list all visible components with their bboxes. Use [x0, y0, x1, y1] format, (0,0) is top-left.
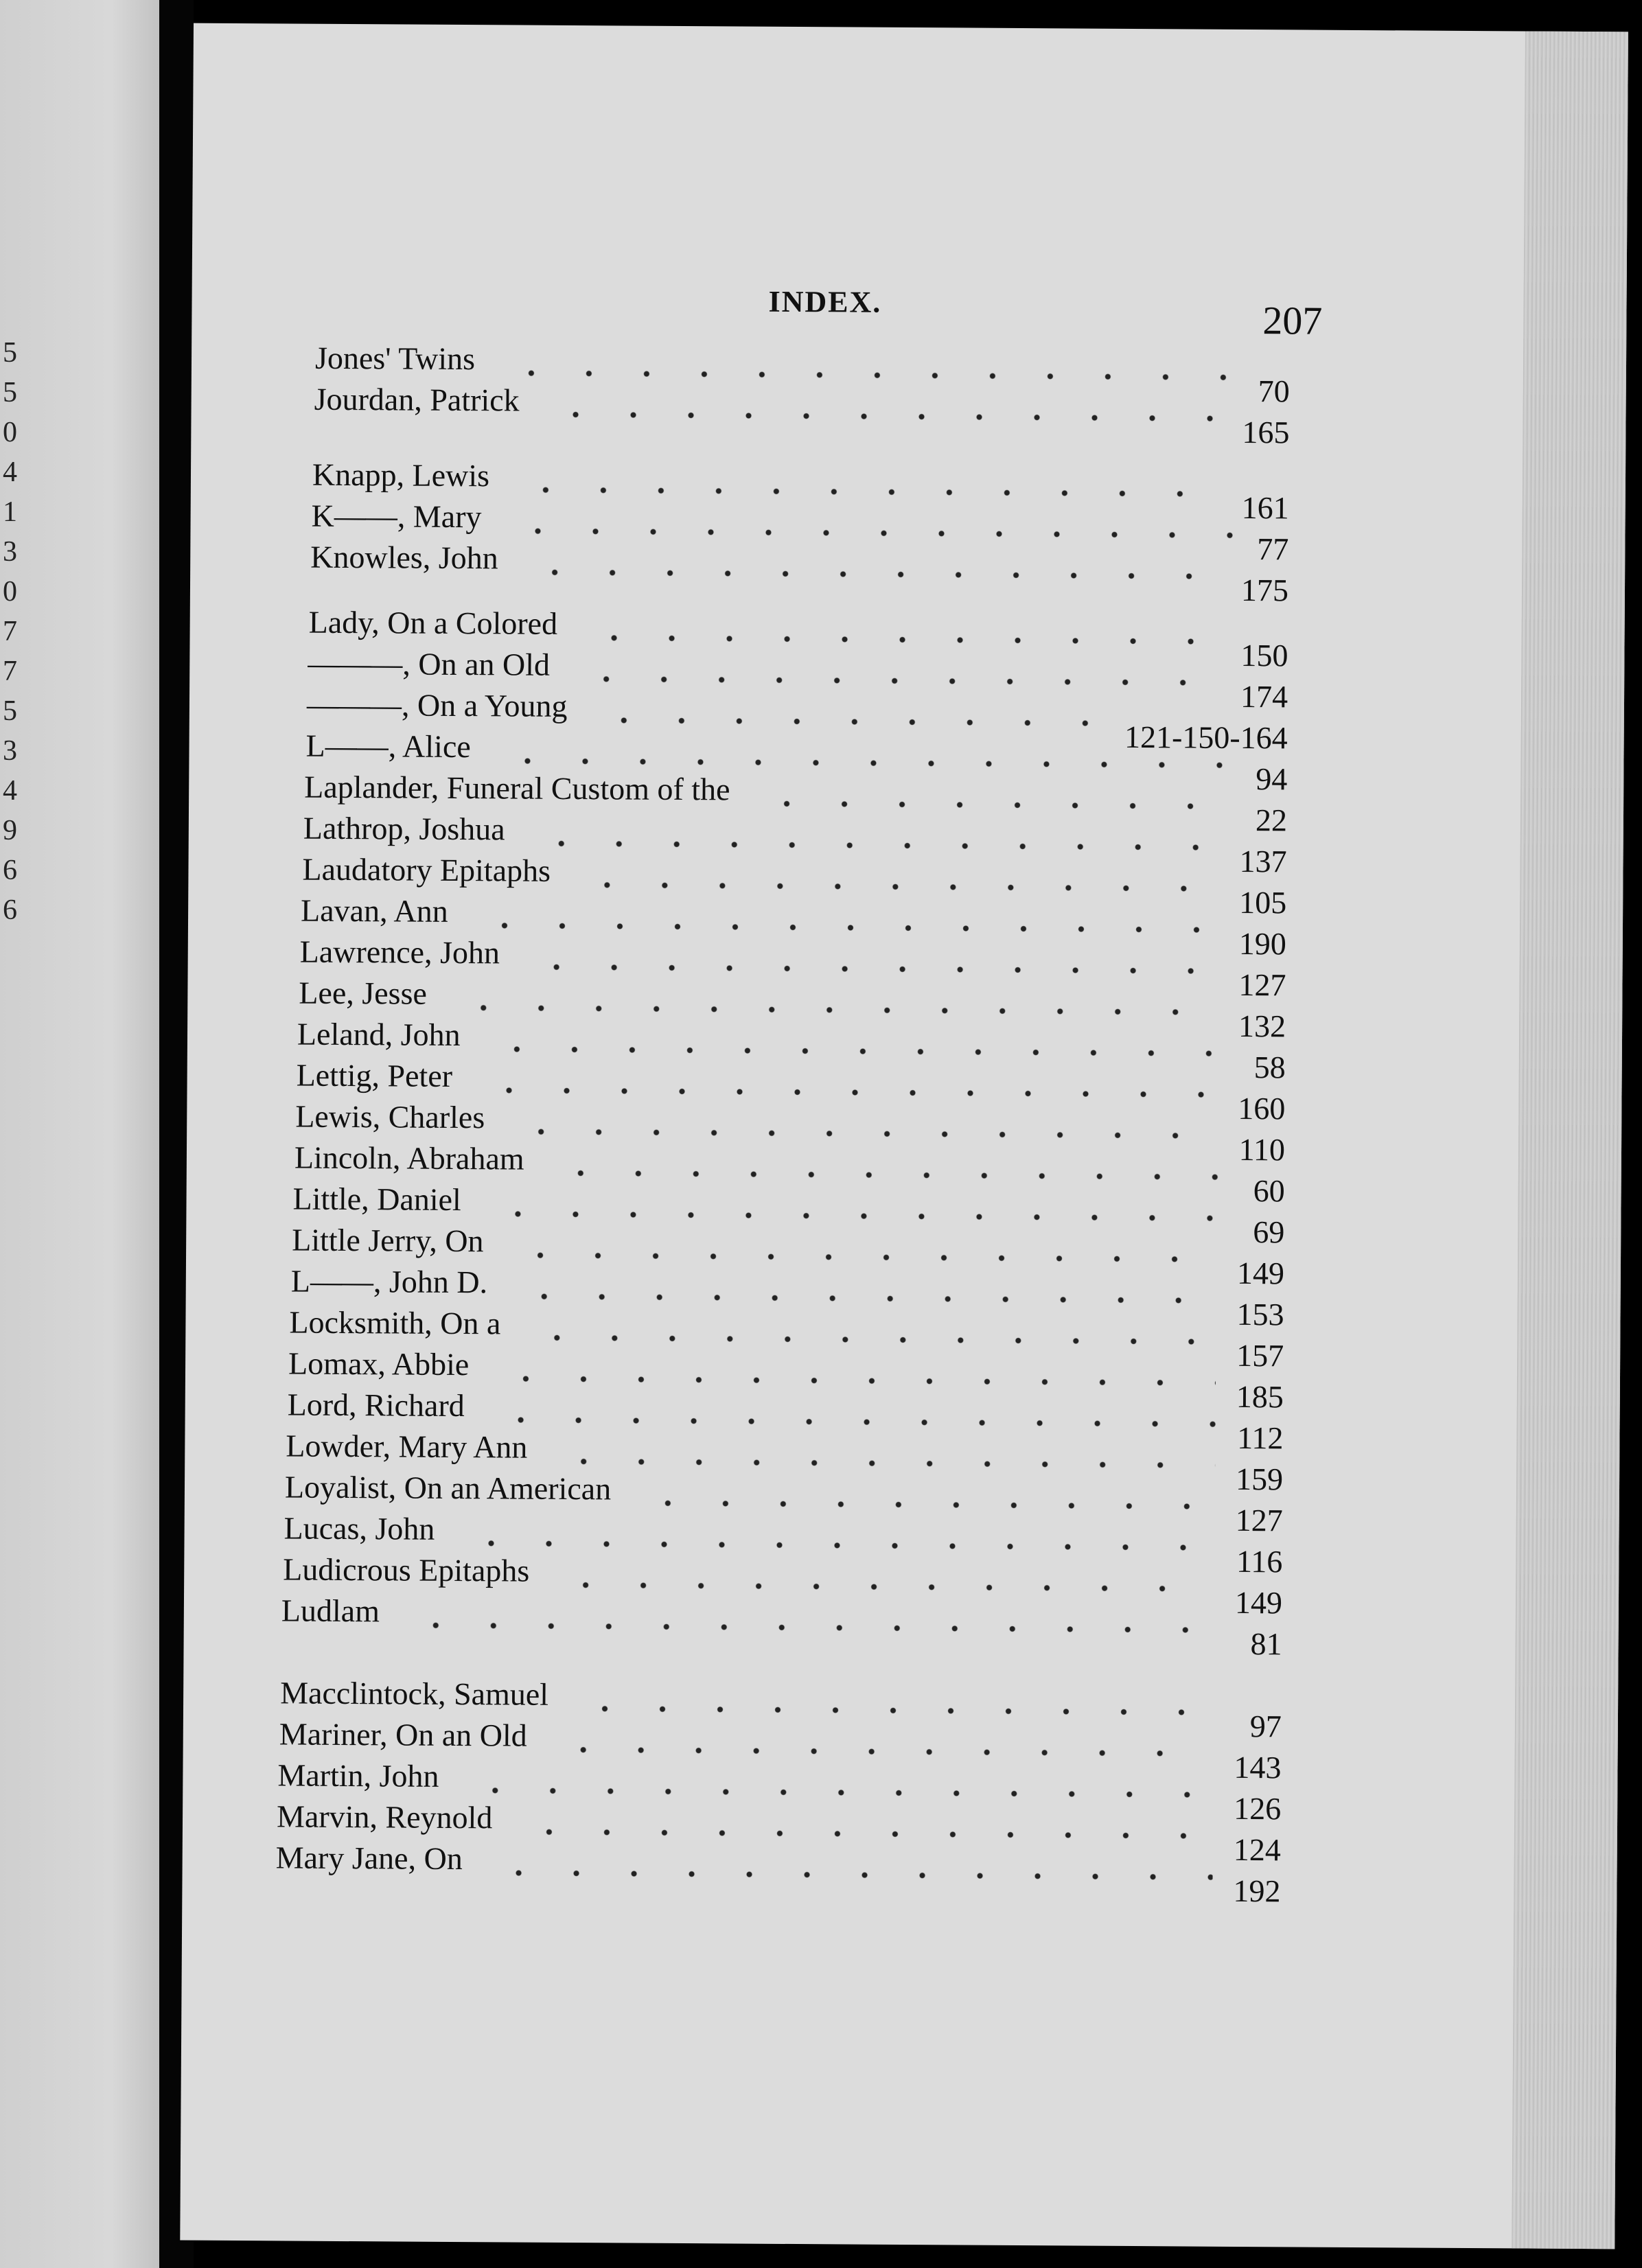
- entry-page-number: 97: [1249, 1709, 1282, 1744]
- facing-page-digit: 5: [3, 337, 17, 369]
- entry-page-number: 174: [1240, 678, 1288, 715]
- entry-name: ———, On a Young: [306, 686, 568, 724]
- entry-name: Laplander, Funeral Custom of the: [304, 769, 730, 807]
- dot-leader: [407, 1622, 1230, 1634]
- entry-page-number: 190: [1238, 925, 1287, 962]
- entry-page-number: 110: [1238, 1131, 1286, 1168]
- entry-name: Knapp, Lewis: [312, 456, 490, 494]
- entry-page-number: 124: [1233, 1831, 1281, 1868]
- dot-leader: [527, 964, 1218, 975]
- entry-page-number: 192: [1233, 1873, 1281, 1909]
- entry-name: Lathrop, Joshua: [303, 810, 505, 847]
- entry-page-number: 22: [1255, 802, 1288, 838]
- dot-leader: [533, 840, 1219, 851]
- dot-leader: [492, 1416, 1216, 1427]
- entry-page-number: 153: [1236, 1296, 1284, 1332]
- entry-page-number: 165: [1242, 414, 1290, 450]
- entry-page-number: 150: [1240, 637, 1288, 673]
- dot-leader: [515, 1293, 1216, 1304]
- entry-name: Ludicrous Epitaphs: [283, 1551, 530, 1588]
- index-entries: [180, 23, 1628, 2249]
- entry-name: Lawrence, John: [299, 934, 500, 971]
- entry-name: Locksmith, On a: [289, 1304, 501, 1341]
- entry-page-number: 161: [1241, 489, 1289, 526]
- entry-page-number: 69: [1253, 1214, 1285, 1250]
- dot-leader: [488, 1045, 1234, 1057]
- dot-leader: [552, 1170, 1233, 1181]
- entry-name: K——, Mary: [311, 498, 482, 535]
- facing-page-digit: 3: [3, 536, 17, 568]
- entry-page-number: 70: [1258, 373, 1290, 409]
- entry-name: ———, On an Old: [308, 645, 551, 682]
- facing-page-digit: 6: [3, 855, 17, 886]
- entry-name: Lavan, Ann: [300, 892, 448, 929]
- dot-leader: [480, 1087, 1217, 1098]
- entry-name: Lady, On a Colored: [308, 604, 558, 641]
- dot-leader: [476, 922, 1218, 934]
- facing-page-digit: 6: [3, 894, 17, 926]
- entry-name: Lowder, Mary Ann: [286, 1428, 528, 1465]
- dot-leader: [489, 1210, 1232, 1222]
- entry-name: Knowles, John: [310, 539, 498, 576]
- entry-name: L——, John D.: [290, 1263, 488, 1300]
- entry-page-number: 77: [1257, 531, 1289, 567]
- dot-leader: [496, 1375, 1216, 1386]
- facing-page-digit: 5: [3, 377, 17, 408]
- dot-leader: [577, 675, 1220, 686]
- entry-page-number: 137: [1239, 843, 1287, 879]
- dot-leader: [555, 1458, 1216, 1469]
- dot-leader: [517, 487, 1221, 498]
- dot-leader: [576, 1705, 1229, 1716]
- index-entry: [275, 1839, 1281, 1909]
- entry-page-number: 116: [1236, 1543, 1283, 1579]
- dot-leader: [547, 411, 1222, 422]
- index-entry: [310, 539, 1289, 608]
- entry-page-number: 185: [1236, 1378, 1284, 1415]
- entry-name: L——, Alice: [305, 728, 471, 765]
- entry-page-number: 149: [1234, 1584, 1283, 1621]
- entry-page-number: 160: [1238, 1090, 1286, 1126]
- dot-leader: [511, 1251, 1216, 1262]
- entry-page-number: 157: [1236, 1337, 1284, 1374]
- entry-name: Loyalist, On an American: [284, 1469, 612, 1507]
- entry-name: Mariner, On an Old: [279, 1716, 527, 1753]
- entry-name: Ludlam: [281, 1593, 380, 1629]
- dot-leader: [498, 757, 1236, 769]
- entry-page-number: 81: [1250, 1626, 1282, 1662]
- entry-page-number: 105: [1239, 884, 1287, 921]
- entry-name: Lord, Richard: [287, 1387, 465, 1424]
- entry-name: Macclintock, Samuel: [280, 1675, 549, 1712]
- entry-name: Mary Jane, On: [275, 1840, 463, 1877]
- entry-name: Lettig, Peter: [296, 1057, 453, 1094]
- dot-leader: [578, 881, 1218, 892]
- dot-leader: [467, 1787, 1214, 1798]
- entry-page-number: 127: [1238, 967, 1286, 1003]
- entry-name: Marvin, Reynold: [276, 1798, 493, 1836]
- entry-page-number: 159: [1235, 1461, 1284, 1497]
- index-page: [180, 23, 1628, 2249]
- dot-leader: [502, 369, 1238, 381]
- entry-page-number: 143: [1234, 1749, 1282, 1785]
- facing-page-edge: [0, 0, 159, 2268]
- index-entry: [281, 1592, 1282, 1662]
- dot-leader: [490, 1869, 1213, 1880]
- dot-leader: [520, 1829, 1213, 1840]
- page-number: 207: [1262, 298, 1323, 343]
- index-entry: [314, 381, 1290, 450]
- entry-name: Lewis, Charles: [295, 1098, 485, 1135]
- facing-page-digit: 4: [3, 456, 17, 488]
- entry-page-number: 126: [1234, 1790, 1282, 1827]
- entry-name: Martin, John: [277, 1757, 439, 1794]
- facing-page-digit: 5: [3, 695, 17, 727]
- entry-name: Little, Daniel: [292, 1181, 461, 1218]
- dot-leader: [555, 1746, 1214, 1757]
- entry-name: Little Jerry, On: [292, 1222, 484, 1259]
- dot-leader: [595, 717, 1105, 727]
- dot-leader: [454, 1004, 1218, 1016]
- facing-page-digit: 7: [3, 656, 17, 687]
- entry-page-number: 175: [1240, 572, 1289, 608]
- dot-leader: [512, 1128, 1218, 1139]
- entry-page-number: 149: [1236, 1255, 1285, 1291]
- facing-page-digit: 9: [3, 815, 17, 846]
- entry-page-number: 60: [1253, 1173, 1285, 1209]
- entry-name: Lucas, John: [284, 1510, 435, 1547]
- facing-page-digit: 3: [3, 735, 17, 767]
- entry-name: Leland, John: [297, 1016, 461, 1053]
- dot-leader: [463, 1540, 1216, 1551]
- running-head: INDEX.: [768, 284, 882, 319]
- facing-page-digit: 7: [3, 616, 17, 647]
- dot-leader: [526, 569, 1221, 580]
- entry-page-number: 132: [1238, 1008, 1286, 1044]
- dot-leader: [758, 800, 1235, 810]
- entry-name: Lee, Jesse: [299, 975, 428, 1011]
- entry-page-number: 58: [1253, 1050, 1286, 1085]
- dot-leader: [638, 1500, 1215, 1510]
- entry-name: Jones' Twins: [314, 340, 476, 377]
- entry-page-number: 121-150-164: [1124, 719, 1288, 756]
- entry-page-number: 112: [1237, 1420, 1284, 1456]
- entry-page-number: 94: [1256, 761, 1288, 797]
- entry-name: Jourdan, Patrick: [314, 381, 520, 418]
- entry-page-number: 127: [1235, 1502, 1283, 1538]
- facing-page-digit: 1: [3, 496, 17, 528]
- dot-leader: [585, 634, 1220, 645]
- entry-name: Laudatory Epitaphs: [302, 851, 551, 888]
- entry-name: Lincoln, Abraham: [294, 1139, 524, 1177]
- dot-leader: [557, 1582, 1214, 1593]
- facing-page-digit: 0: [3, 417, 17, 448]
- dot-leader: [509, 527, 1237, 538]
- dot-leader: [529, 1334, 1216, 1345]
- facing-page-digit: 0: [3, 576, 17, 608]
- facing-page-digit: 4: [3, 775, 17, 807]
- entry-name: Lomax, Abbie: [288, 1345, 470, 1382]
